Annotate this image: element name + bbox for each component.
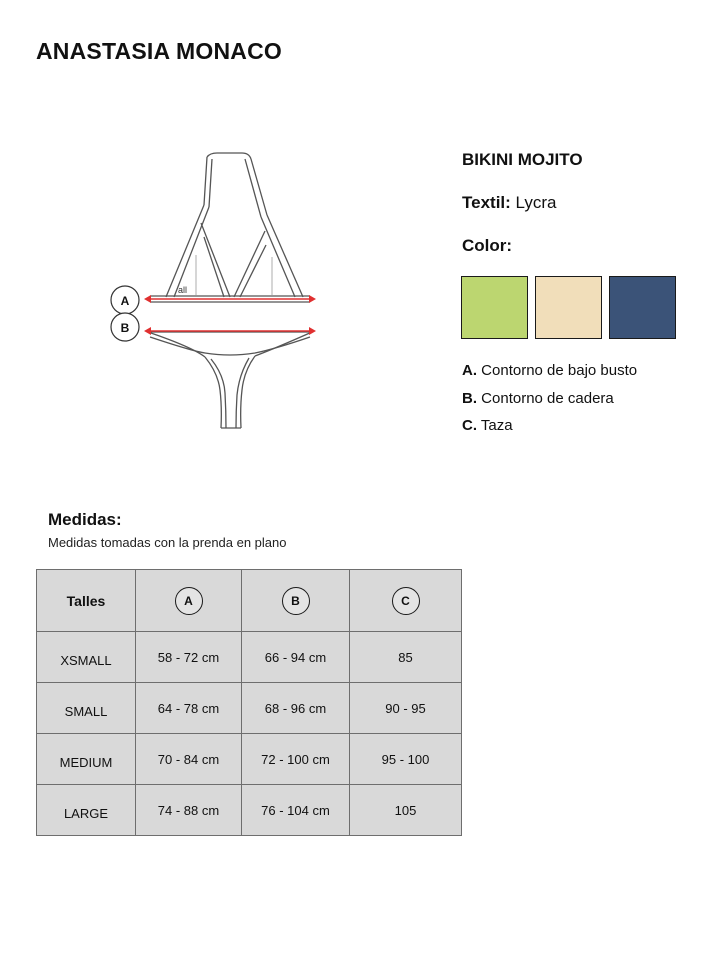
marker-b (111, 313, 139, 341)
color-swatch-beige[interactable] (535, 276, 602, 339)
table-row (37, 785, 462, 836)
textil-spec (462, 193, 557, 213)
size-value-b: 68 - 96 cm (242, 683, 350, 734)
legend-item-b: B. Contorno de cadera (462, 389, 614, 407)
size-value-c: 85 (350, 632, 462, 683)
measures-subtitle: Medidas tomadas con la prenda en plano (48, 535, 287, 550)
color-label: Color: (462, 236, 513, 255)
header-a: A (136, 570, 242, 632)
table-row (37, 683, 462, 734)
size-value-c: 105 (350, 785, 462, 836)
size-value-c: 90 - 95 (350, 683, 462, 734)
legend-item-c: C. Taza (462, 417, 513, 434)
size-table-header (37, 570, 462, 632)
product-title: BIKINI MOJITO (462, 150, 583, 169)
legend-item-a: A. Contorno de bajo busto (462, 362, 638, 379)
textil-label: Textil: (462, 193, 511, 212)
svg-text:B: B (120, 321, 130, 335)
size-value-a: 74 - 88 cm (136, 785, 242, 836)
measurement-legend (462, 357, 637, 440)
textil-value: Lycra (515, 193, 557, 212)
header-talles: Talles (37, 570, 136, 632)
svg-text:A: A (120, 294, 130, 308)
marker-a (111, 286, 139, 314)
size-label: LARGE (37, 785, 136, 836)
measures-title: Medidas: (48, 510, 122, 529)
size-value-b: 66 - 94 cm (242, 632, 350, 683)
size-value-a: 58 - 72 cm (136, 632, 242, 683)
size-table (36, 569, 462, 836)
size-value-a: 64 - 78 cm (136, 683, 242, 734)
size-label: MEDIUM (37, 734, 136, 785)
size-value-b: 72 - 100 cm (242, 734, 350, 785)
size-value-a: 70 - 84 cm (136, 734, 242, 785)
color-swatch-green[interactable] (461, 276, 528, 339)
table-row (37, 734, 462, 785)
bikini-diagram (100, 145, 330, 440)
table-row (37, 632, 462, 683)
color-spec (462, 236, 512, 256)
color-swatch-navy[interactable] (609, 276, 676, 339)
header-b: B (242, 570, 350, 632)
header-c: C (350, 570, 462, 632)
size-value-b: 76 - 104 cm (242, 785, 350, 836)
brand-title: ANASTASIA MONACO (36, 38, 282, 64)
color-swatches (461, 276, 676, 339)
size-label: XSMALL (37, 632, 136, 683)
size-value-c: 95 - 100 (350, 734, 462, 785)
brand-logo-icon: all (178, 285, 188, 295)
size-label: SMALL (37, 683, 136, 734)
